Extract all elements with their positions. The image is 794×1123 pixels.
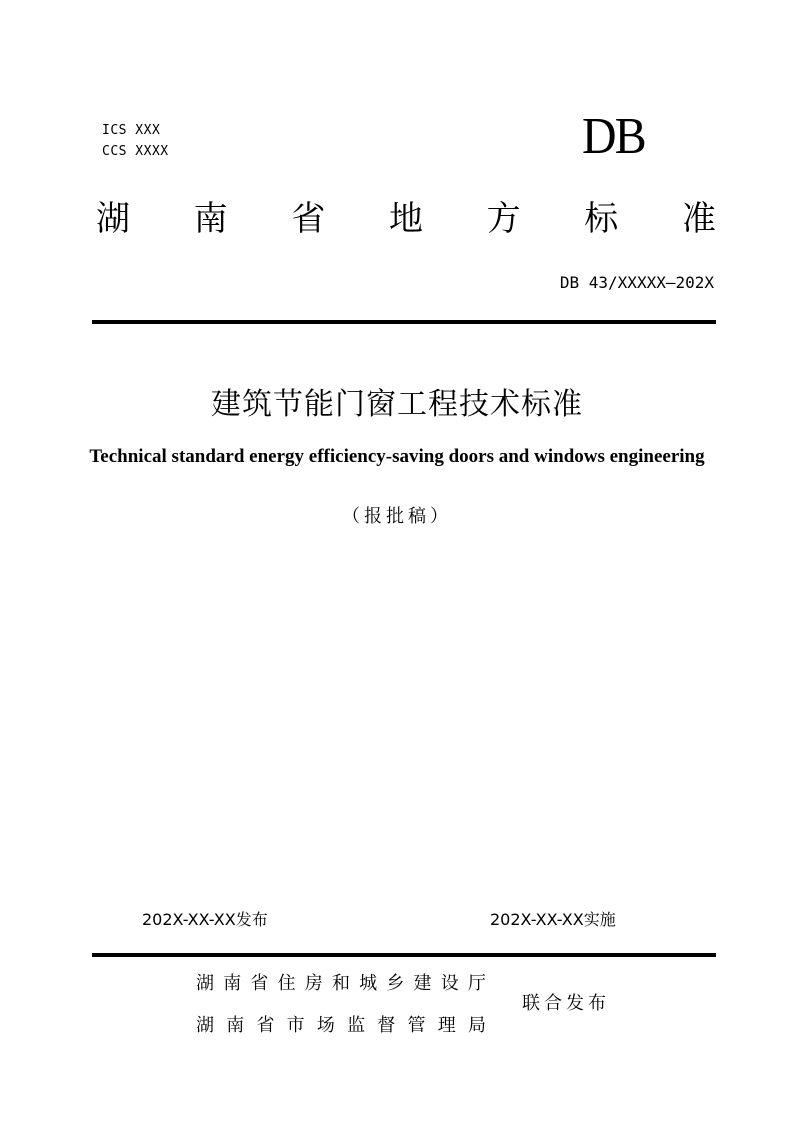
draft-status: （报批稿） bbox=[342, 506, 452, 527]
standard-type-char: 地 bbox=[388, 199, 423, 239]
issuer-char: 和 bbox=[331, 973, 350, 994]
ics-code: ICS XXX bbox=[102, 123, 161, 138]
standard-type-char: 湖 bbox=[96, 199, 130, 239]
issuer-char: 南 bbox=[226, 1015, 245, 1036]
issuer-market-regulation bbox=[196, 1012, 486, 1040]
top-divider bbox=[92, 320, 716, 324]
issuer-char: 监 bbox=[347, 1015, 366, 1036]
standard-number: DB 43/XXXXX—202X bbox=[559, 273, 714, 292]
standard-type-char: 准 bbox=[681, 199, 716, 239]
joint-publication-label: 联合发布 bbox=[522, 993, 610, 1014]
issuer-char: 管 bbox=[407, 1015, 426, 1036]
standard-type-char: 方 bbox=[486, 199, 521, 239]
db-logo: DB bbox=[582, 108, 645, 165]
standard-type-char: 标 bbox=[584, 199, 619, 239]
issuer-char: 湖 bbox=[196, 1015, 214, 1036]
issuer-char: 南 bbox=[223, 973, 242, 994]
issuer-char: 建 bbox=[413, 973, 432, 994]
issuer-char: 厅 bbox=[467, 973, 486, 994]
issuer-char: 住 bbox=[277, 973, 296, 994]
issuer-char: 局 bbox=[467, 1015, 486, 1036]
issuer-housing-department bbox=[196, 970, 486, 998]
issuer-char: 市 bbox=[286, 1015, 305, 1036]
issuer-char: 乡 bbox=[386, 973, 405, 994]
issuer-char: 省 bbox=[250, 973, 269, 994]
issuer-char: 设 bbox=[440, 973, 459, 994]
issue-date: 202X-XX-XX发布 bbox=[142, 910, 268, 929]
bottom-divider bbox=[92, 953, 716, 957]
standard-type-char: 省 bbox=[291, 199, 326, 239]
document-title-english: Technical standard energy efficiency-saving doors and windows engineering bbox=[89, 446, 705, 467]
implementation-date: 202X-XX-XX实施 bbox=[490, 910, 616, 929]
document-title-chinese: 建筑节能门窗工程技术标准 bbox=[211, 387, 583, 422]
issuer-char: 督 bbox=[377, 1015, 396, 1036]
issuer-char: 房 bbox=[304, 973, 323, 994]
standard-type-heading bbox=[96, 196, 716, 242]
ccs-code: CCS XXXX bbox=[102, 144, 169, 159]
issuer-char: 湖 bbox=[196, 973, 214, 994]
classification-codes bbox=[102, 120, 169, 162]
issuer-char: 省 bbox=[256, 1015, 275, 1036]
issuer-char: 场 bbox=[316, 1015, 335, 1036]
standard-type-char: 南 bbox=[193, 199, 228, 239]
issuer-char: 理 bbox=[437, 1015, 456, 1036]
issuer-char: 城 bbox=[359, 973, 378, 994]
